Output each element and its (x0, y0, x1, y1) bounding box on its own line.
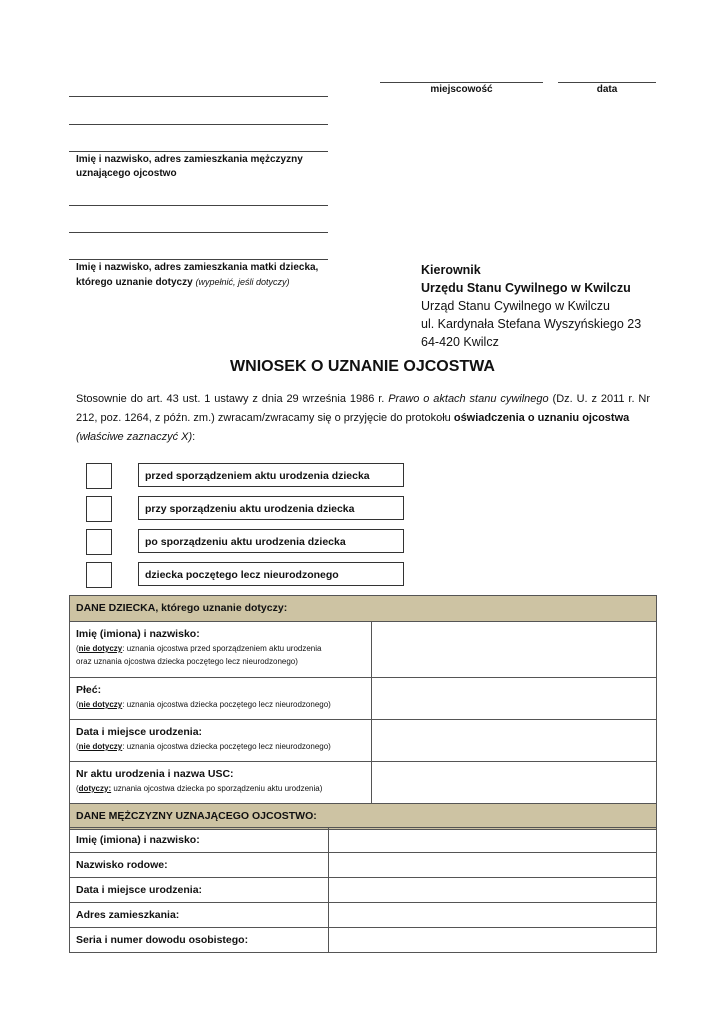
child-name-note-tag: nie dotyczy (78, 644, 123, 653)
father-line-2[interactable] (69, 124, 328, 125)
option-3-label: po sporządzeniu aktu urodzenia dziecka (138, 529, 404, 553)
father-address-input[interactable] (329, 903, 657, 928)
child-sex-note: : uznania ojcostwa dziecka poczętego lecz nieurodzonego) (122, 700, 331, 709)
mother-caption-line1: Imię i nazwisko, adres zamieszkania matki dziecka, (76, 262, 319, 273)
option-4-label: dziecka poczętego lecz nieurodzonego (138, 562, 404, 586)
child-section-header: DANE DZIECKA, którego uznanie dotyczy: (70, 596, 657, 622)
child-name-note-line2: oraz uznania ojcostwa dziecka poczętego lecz nieurodzonego) (76, 657, 298, 666)
recipient-line5: 64-420 Kwilcz (421, 335, 499, 349)
recipient-line4: ul. Kardynała Stefana Wyszyńskiego 23 (421, 317, 642, 331)
father-name-input[interactable] (329, 828, 657, 853)
father-address-label: Adres zamieszkania: (70, 903, 329, 928)
checkbox-option-3[interactable] (86, 529, 112, 555)
child-act-note-tag: dotyczy: (78, 784, 112, 793)
intro-law-name: Prawo o aktach stanu cywilnego (388, 393, 549, 405)
child-birth-note-tag: nie dotyczy (78, 742, 123, 751)
child-birth-label: Data i miejsce urodzenia: (76, 726, 203, 738)
child-act-label: Nr aktu urodzenia i nazwa USC: (76, 768, 234, 780)
mother-line-3[interactable] (69, 259, 328, 260)
intro-colon: : (192, 431, 196, 443)
father-caption (76, 153, 336, 181)
checkbox-option-1[interactable] (86, 463, 112, 489)
child-row-birth: Data i miejsce urodzenia: (nie dotyczy: uznania ojcostwa dziecka poczętego lecz nieurodzonego) (70, 720, 372, 762)
child-sex-label: Płeć: (76, 684, 102, 696)
mother-caption-line2: którego uznanie dotyczy (76, 277, 193, 288)
checkbox-option-2[interactable] (86, 496, 112, 522)
father-id-input[interactable] (329, 928, 657, 953)
father-caption-line2: uznającego ojcostwo (76, 168, 177, 179)
place-line[interactable] (380, 82, 543, 83)
intro-note: (właściwe zaznaczyć X) (76, 431, 193, 443)
document-title: WNIOSEK O UZNANIE OJCOSTWA (230, 358, 495, 375)
father-birth-input[interactable] (329, 878, 657, 903)
child-birth-input[interactable] (372, 720, 657, 762)
recipient-line3: Urząd Stanu Cywilnego w Kwilczu (421, 299, 610, 313)
option-2-label: przy sporządzeniu aktu urodzenia dziecka (138, 496, 404, 520)
child-birth-note: : uznania ojcostwa dziecka poczętego lecz nieurodzonego) (122, 742, 331, 751)
intro-part2: (Dz. U. z 2011 r. Nr 212, poz. 1264, z późn. zm.) zwracam/zwracamy się o przyjęcie do protokołu (76, 393, 650, 424)
intro-paragraph (76, 390, 650, 447)
father-id-label: Seria i numer dowodu osobistego: (70, 928, 329, 953)
mother-caption (76, 261, 346, 290)
recipient-line2: Urzędu Stanu Cywilnego w Kwilczu (421, 281, 631, 295)
child-name-label: Imię (imiona) i nazwisko: (76, 628, 200, 640)
father-name-label: Imię (imiona) i nazwisko: (70, 828, 329, 853)
father-family-name-input[interactable] (329, 853, 657, 878)
recipient-line1: Kierownik (421, 263, 481, 277)
father-section-header: DANE MĘŻCZYZNY UZNAJĄCEGO OJCOSTWO: (70, 804, 657, 830)
checkbox-option-4[interactable] (86, 562, 112, 588)
child-name-note: : uznania ojcostwa przed sporządzeniem aktu urodzenia (122, 644, 322, 653)
intro-bold: oświadczenia o uznaniu ojcostwa (453, 412, 630, 424)
child-sex-note-tag: nie dotyczy (78, 700, 123, 709)
father-data-table (69, 827, 657, 953)
child-row-act: Nr aktu urodzenia i nazwa USC: (dotyczy: uznania ojcostwa dziecka po sporządzeniu aktu urodzenia) (70, 762, 372, 804)
father-line-3[interactable] (69, 151, 328, 152)
date-label: data (596, 84, 618, 95)
child-act-input[interactable] (372, 762, 657, 804)
child-data-table (69, 595, 657, 830)
child-sex-input[interactable] (372, 678, 657, 720)
mother-line-2[interactable] (69, 232, 328, 233)
date-line[interactable] (558, 82, 656, 83)
child-act-note: uznania ojcostwa dziecka po sporządzeniu aktu urodzenia) (111, 784, 323, 793)
option-1-label: przed sporządzeniem aktu urodzenia dziecka (138, 463, 404, 487)
intro-part1: Stosownie do art. 43 ust. 1 ustawy z dnia 29 września 1986 r. (76, 393, 389, 405)
father-family-name-label: Nazwisko rodowe: (70, 853, 329, 878)
child-row-name: Imię (imiona) i nazwisko: (nie dotyczy: uznania ojcostwa przed sporządzeniem aktu urodzenia oraz uznania ojcostwa dziecka poczętego lecz nieurodzonego) (70, 622, 372, 678)
place-label: miejscowość (430, 84, 493, 95)
recipient-address (421, 261, 681, 351)
father-line-1[interactable] (69, 96, 328, 97)
mother-caption-note: (wypełnić, jeśli dotyczy) (195, 277, 290, 287)
child-name-input[interactable] (372, 622, 657, 678)
father-caption-line1: Imię i nazwisko, adres zamieszkania mężczyzny (76, 154, 303, 165)
father-birth-label: Data i miejsce urodzenia: (70, 878, 329, 903)
child-row-sex: Płeć: (nie dotyczy: uznania ojcostwa dziecka poczętego lecz nieurodzonego) (70, 678, 372, 720)
mother-line-1[interactable] (69, 205, 328, 206)
